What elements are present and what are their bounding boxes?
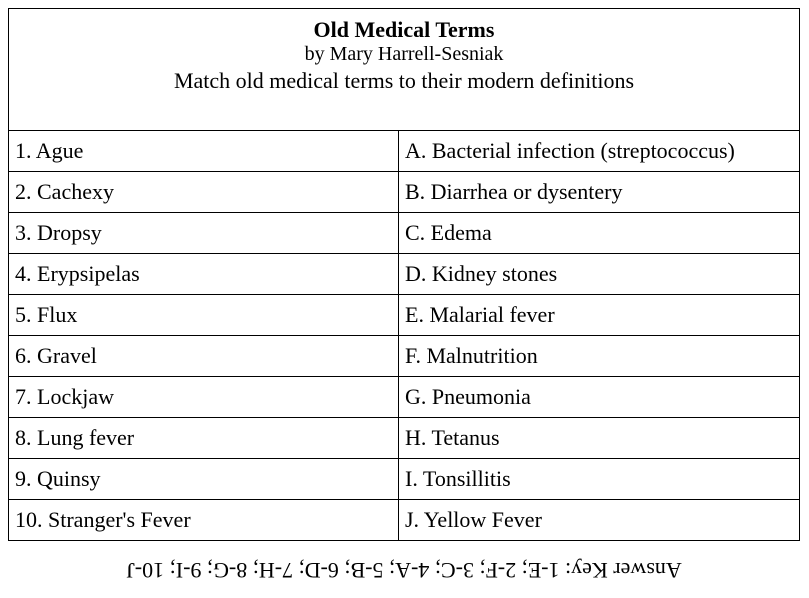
term-cell: 2. Cachexy — [9, 172, 399, 213]
term-cell: 7. Lockjaw — [9, 377, 399, 418]
term-cell: 5. Flux — [9, 295, 399, 336]
table-row — [9, 500, 799, 541]
quiz-instructions: Match old medical terms to their modern definitions — [173, 68, 635, 93]
term-cell: 8. Lung fever — [9, 418, 399, 459]
definition-cell: G. Pneumonia — [399, 377, 800, 418]
definition-cell: D. Kidney stones — [399, 254, 800, 295]
quiz-title: Old Medical Terms — [313, 17, 495, 42]
table-row — [9, 254, 799, 295]
definition-cell: B. Diarrhea or dysentery — [399, 172, 800, 213]
definition-cell: F. Malnutrition — [399, 336, 800, 377]
term-cell: 10. Stranger's Fever — [9, 500, 399, 541]
term-cell: 4. Erypsipelas — [9, 254, 399, 295]
definition-cell: I. Tonsillitis — [399, 459, 800, 500]
table-row — [9, 377, 799, 418]
table-row — [9, 418, 799, 459]
table-row — [9, 295, 799, 336]
table-row — [9, 459, 799, 500]
table-row — [9, 213, 799, 254]
quiz-author: by Mary Harrell-Sesniak — [304, 43, 504, 65]
table-row — [9, 336, 799, 377]
upside-down-answer-key: Answer Key: 1-E; 2-F; 3-C; 4-A; 5-B; 6-D; 7-H; 8-G; 9-I; 10-J — [126, 558, 682, 583]
term-cell: 6. Gravel — [9, 336, 399, 377]
definition-cell: H. Tetanus — [399, 418, 800, 459]
term-cell: 1. Ague — [9, 131, 399, 172]
definition-cell: A. Bacterial infection (streptococcus) — [405, 138, 735, 163]
definition-cell: E. Malarial fever — [399, 295, 800, 336]
matching-table — [9, 131, 799, 540]
table-row — [9, 131, 799, 172]
definition-cell: C. Edema — [399, 213, 800, 254]
term-cell: 9. Quinsy — [9, 459, 399, 500]
quiz-sheet — [8, 8, 800, 541]
definition-cell: J. Yellow Fever — [399, 500, 800, 541]
table-row — [9, 172, 799, 213]
quiz-header — [9, 9, 799, 131]
term-cell: 3. Dropsy — [9, 213, 399, 254]
